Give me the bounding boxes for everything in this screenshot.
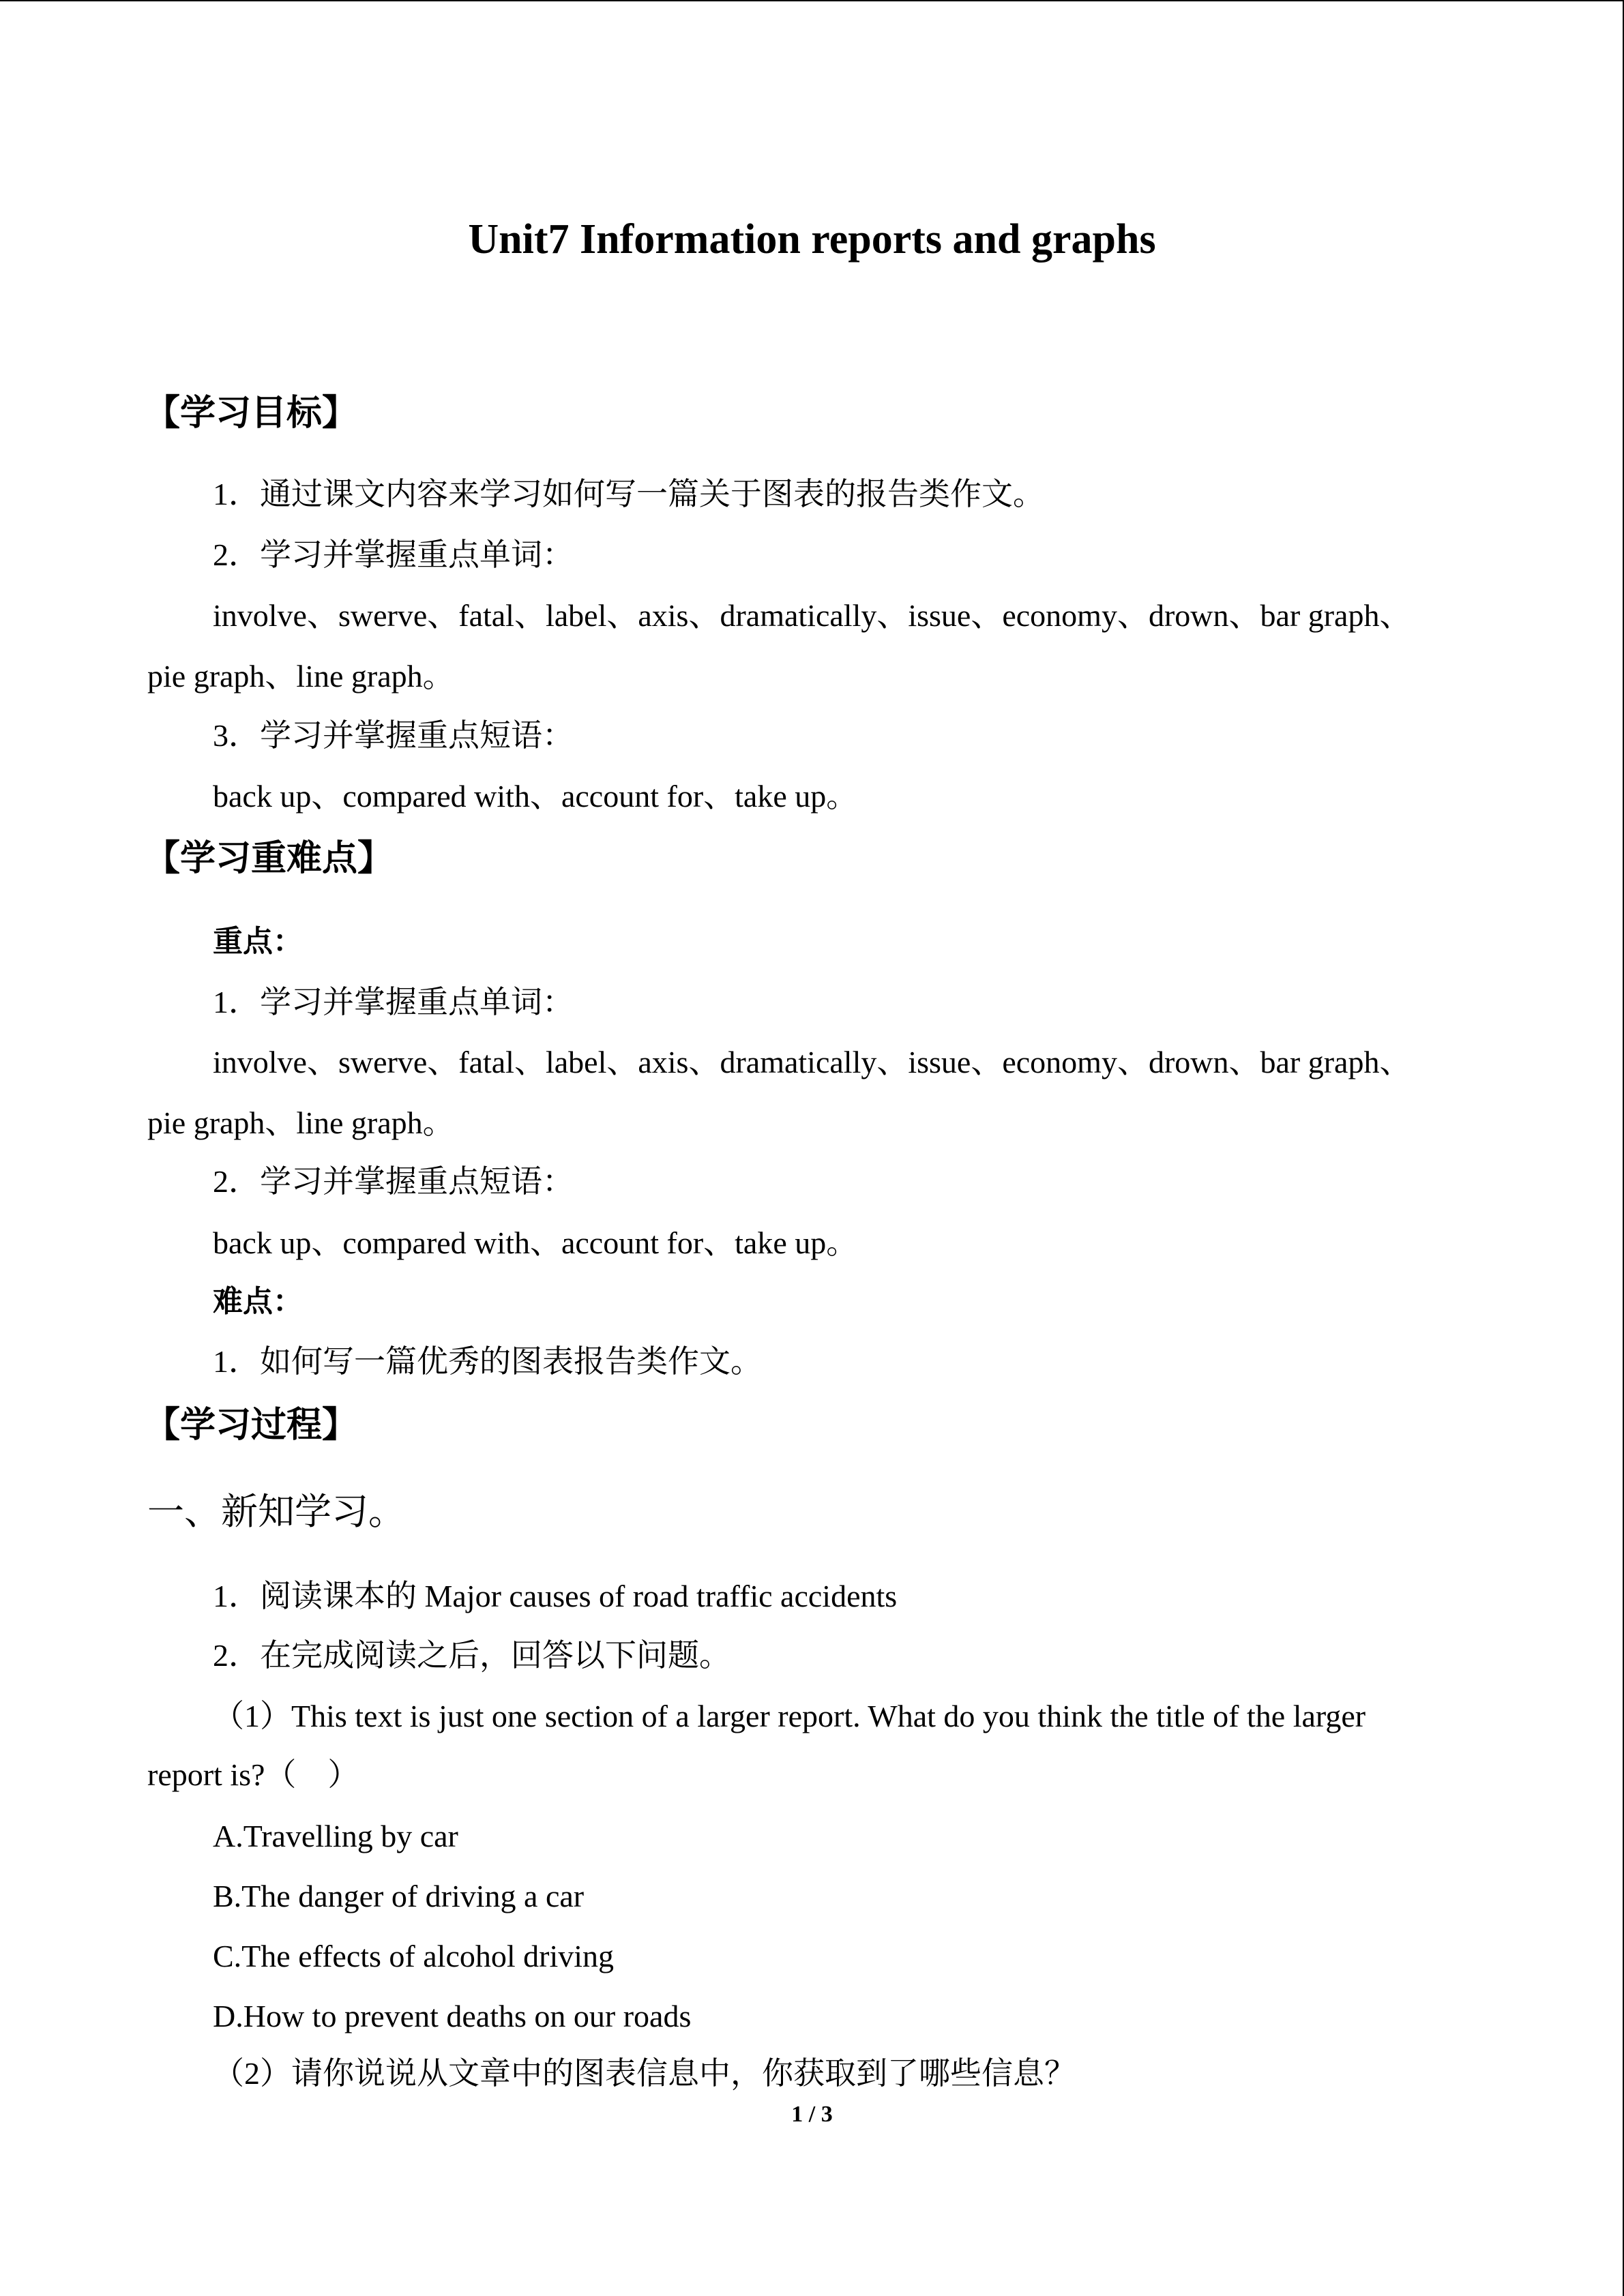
process-part-1-heading: 一、新知学习。 <box>147 1491 405 1532</box>
goals-heading: 【学习目标】 <box>145 393 358 434</box>
goals-phrases: back up、compared with、account for、take up。 <box>213 779 858 814</box>
difficult-points-label: 难点： <box>213 1284 303 1319</box>
process-item-1: 1．阅读课本的 Major causes of road traffic accidents <box>213 1579 898 1613</box>
key-points-phrases: back up、compared with、account for、take up。 <box>213 1225 858 1260</box>
option-a: A.Travelling by car <box>213 1819 458 1853</box>
key-points-item-2: 2．学习并掌握重点短语： <box>213 1164 574 1199</box>
option-d: D.How to prevent deaths on our roads <box>213 1999 692 2033</box>
goals-item-2: 2．学习并掌握重点单词： <box>213 537 574 572</box>
question-2: （2）请你说说从文章中的图表信息中，你获取到了哪些信息？ <box>213 2056 1076 2091</box>
goals-words-line-2: pie graph、line graph。 <box>147 659 454 694</box>
key-points-words-line-1: involve、swerve、fatal、label、axis、dramatically、issue、economy、drown、bar graph、 <box>213 1045 1411 1079</box>
page-number: 1 / 3 <box>791 2102 833 2127</box>
goals-item-3: 3．学习并掌握重点短语： <box>213 718 574 753</box>
process-heading: 【学习过程】 <box>145 1405 358 1446</box>
page-top-border <box>0 0 1624 1</box>
question-1-line-2: report is?（ ） <box>147 1757 359 1792</box>
option-b: B.The danger of driving a car <box>213 1879 585 1913</box>
key-points-heading: 【学习重难点】 <box>145 838 394 879</box>
question-1-line-1: （1）This text is just one section of a larger report. What do you think the title of the larger <box>213 1699 1366 1733</box>
option-c: C.The effects of alcohol driving <box>213 1939 615 1973</box>
key-points-item-1: 1．学习并掌握重点单词： <box>213 985 574 1019</box>
process-item-2: 2．在完成阅读之后，回答以下问题。 <box>213 1638 730 1673</box>
key-points-label: 重点： <box>213 924 303 959</box>
key-points-words-line-2: pie graph、line graph。 <box>147 1105 454 1140</box>
goals-item-1: 1．通过课文内容来学习如何写一篇关于图表的报告类作文。 <box>213 477 1044 511</box>
difficult-points-item-1: 1．如何写一篇优秀的图表报告类作文。 <box>213 1344 762 1379</box>
document-title: Unit7 Information reports and graphs <box>468 216 1156 263</box>
goals-words-line-1: involve、swerve、fatal、label、axis、dramatically、issue、economy、drown、bar graph、 <box>213 598 1411 633</box>
